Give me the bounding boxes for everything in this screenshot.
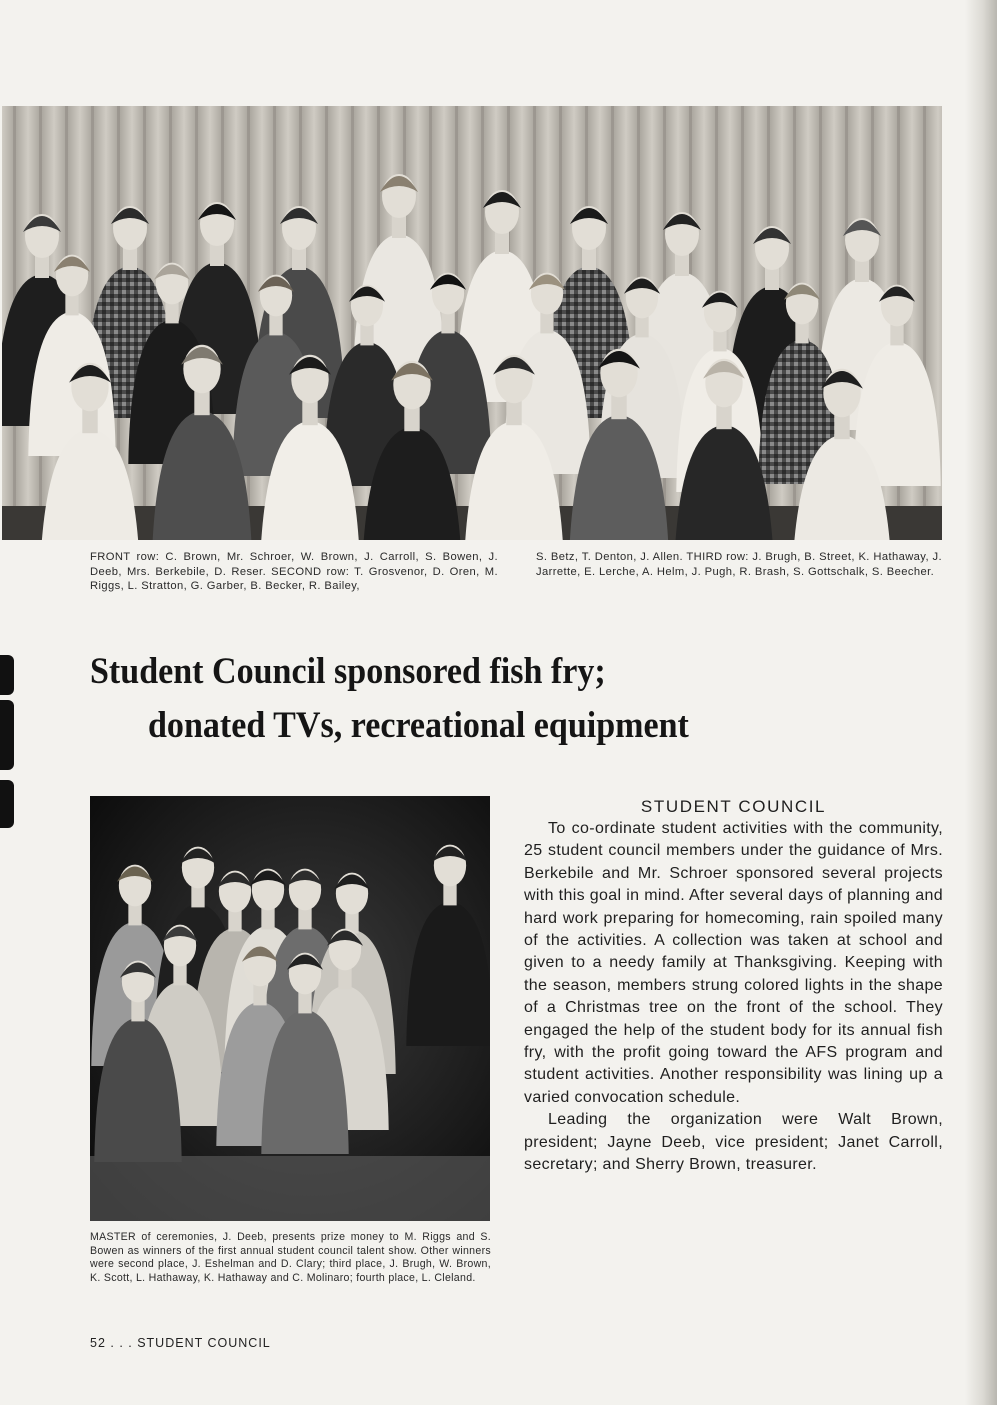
group-photo-caption-right: S. Betz, T. Denton, J. Allen. THIRD row: J. Brugh, B. Street, K. Hathaway, J. Jarrette, E. Lerche, A. Helm, J. Pugh, R. Brash, S. Gottschalk, S. Beecher. (536, 551, 942, 578)
article-paragraph: Leading the organization were Walt Brown, president; Jayne Deeb, vice president; Janet Carroll, secretary; and Sherry Brown, treasurer. (524, 1111, 943, 1174)
page-folio: 52 . . . STUDENT COUNCIL (90, 1336, 271, 1350)
binding-mark (0, 780, 14, 828)
binding-mark (0, 655, 14, 695)
article-heading: STUDENT COUNCIL (640, 797, 827, 816)
page-edge-shadow (965, 0, 997, 1405)
talent-show-caption: MASTER of ceremonies, J. Deeb, presents prize money to M. Riggs and S. Bowen as winners of the first annual student council talent show. Other winners were second place, J. Eshelman and D. Clary; third place, J. Brugh, W. Brown, K. Scott, L. Hathaway, K. Hathaway and C. Molinaro; fourth place, L. Cleland. (90, 1231, 491, 1284)
talent-show-photo (90, 796, 490, 1221)
binding-mark (0, 700, 14, 770)
group-photo-caption-left: FRONT row: C. Brown, Mr. Schroer, W. Brown, J. Carroll, S. Bowen, J. Deeb, Mrs. Berkebile, D. Reser. SECOND row: T. Grosvenor, D. Oren, M. Riggs, L. Stratton, G. Garber, B. Becker, R. Bailey, (90, 551, 498, 592)
article-body (524, 818, 943, 1177)
headline-line-1: Student Council sponsored fish fry; (90, 651, 606, 692)
group-photo (2, 106, 942, 540)
headline-line-2: donated TVs, recreational equipment (148, 705, 689, 746)
article-paragraph: To co-ordinate student activities with the community, 25 student council members under the guidance of Mrs. Berkebile and Mr. Schroer sponsored several projects with this goal in mind. After several days of planning and hard work preparing for homecoming, rain spoiled many of the activities. A collection was taken at school and given to a needy family at Thanksgiving. Keeping with the season, members strung colored lights in the shape of a Christmas tree on the front of the school. They engaged the help of the student body for its annual fish fry, with the profit going toward the AFS program and student activities. Another responsibility was lining up a varied convocation schedule. (524, 820, 943, 1106)
